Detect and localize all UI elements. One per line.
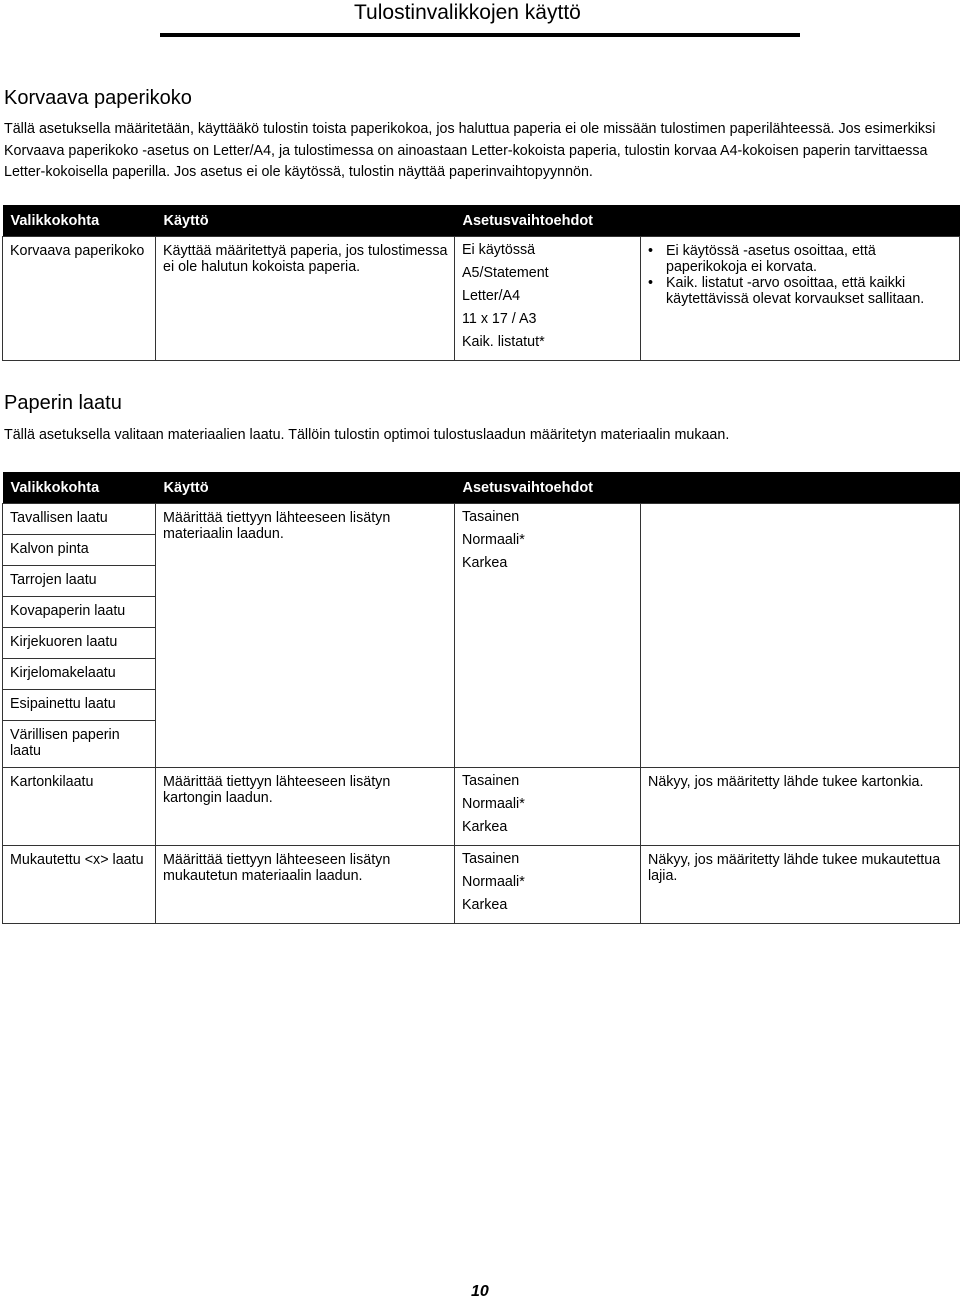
section-intro-substitute-size: Tällä asetuksella määritetään, käyttääkö tulostin toista paperikokoa, jos haluttua paperia ei ole missään tulostimen paperilähteessä. Jos esimerkiksi Korvaava paperikoko -asetus on Letter/A4, ja tulostimessa on ainoastaan Letter-kokoista paperia, tulostin korvaa A4-kokoisen paperin tarvittaessa Letter-kokoisella paperilla. Jos asetus ei ole käytössä, tulostin näyttää paperinvaihtopyynnön. (4, 121, 936, 180)
usage-cell: Määrittää tiettyyn lähteeseen lisätyn mukautetun materiaalin laadun. (156, 846, 455, 924)
menu-item-cell: Värillisen paperin laatu (3, 721, 156, 768)
header-rule (160, 33, 800, 37)
section-heading-paper-texture: Paperin laatu (4, 392, 122, 414)
notes-list (648, 243, 953, 307)
substitute-size-table (2, 205, 960, 361)
column-header-item: Valikkokohta (3, 205, 156, 237)
option-value: A5/Statement (462, 265, 549, 281)
option-value: Normaali* (462, 796, 525, 812)
option-value: Karkea (462, 897, 508, 913)
table-row (3, 768, 960, 846)
option-value: Kaik. listatut* (462, 334, 545, 350)
section-heading-substitute-size: Korvaava paperikoko (4, 87, 192, 109)
options-cell (455, 237, 641, 361)
menu-item-cell: Esipainettu laatu (3, 690, 156, 721)
option-value: Tasainen (462, 851, 520, 867)
usage-cell: Määrittää tiettyyn lähteeseen lisätyn materiaalin laadun. (156, 504, 455, 768)
table-header-row (3, 205, 960, 237)
notes-cell: Näkyy, jos määritetty lähde tukee mukautettua lajia. (641, 846, 960, 924)
menu-item-cell: Tarrojen laatu (3, 566, 156, 597)
notes-cell (641, 237, 960, 361)
option-value: Tasainen (462, 773, 520, 789)
usage-cell: Määrittää tiettyyn lähteeseen lisätyn kartongin laadun. (156, 768, 455, 846)
menu-item-cell: Tavallisen laatu (3, 504, 156, 535)
option-value: Normaali* (462, 532, 525, 548)
option-value: 11 x 17 / A3 (462, 311, 537, 327)
page-number: 10 (471, 1283, 489, 1300)
menu-item-cell: Kalvon pinta (3, 535, 156, 566)
table-row (3, 846, 960, 924)
option-value: Normaali* (462, 874, 525, 890)
menu-item-cell: Kirjekuoren laatu (3, 628, 156, 659)
menu-item-cell: Kovapaperin laatu (3, 597, 156, 628)
notes-cell (641, 504, 960, 768)
option-value: Karkea (462, 819, 508, 835)
option-value: Ei käytössä (462, 242, 536, 258)
column-header-usage: Käyttö (156, 472, 455, 504)
notes-cell: Näkyy, jos määritetty lähde tukee kartonkia. (641, 768, 960, 846)
options-cell (455, 768, 641, 846)
option-value: Karkea (462, 555, 508, 571)
column-header-item: Valikkokohta (3, 472, 156, 504)
note-item: • Kaik. listatut -arvo osoittaa, että kaikki käytettävissä olevat korvaukset sallitaan. (666, 275, 953, 307)
table-row (3, 504, 960, 535)
table-header-row (3, 472, 960, 504)
note-item: • Ei käytössä -asetus osoittaa, että paperikokoja ei korvata. (666, 243, 953, 275)
column-header-options: Asetusvaihtoehdot (455, 472, 960, 504)
section-intro-paper-texture: Tällä asetuksella valitaan materiaalien laatu. Tällöin tulostin optimoi tulostuslaadun määritetyn materiaalin mukaan. (4, 427, 730, 443)
usage-cell: Käyttää määritettyä paperia, jos tulostimessa ei ole halutun kokoista paperia. (156, 237, 455, 361)
column-header-usage: Käyttö (156, 205, 455, 237)
menu-item-cell: Kirjelomakelaatu (3, 659, 156, 690)
option-value: Letter/A4 (462, 288, 521, 304)
menu-item-cell: Kartonkilaatu (3, 768, 156, 846)
menu-item-cell: Mukautettu <x> laatu (3, 846, 156, 924)
options-cell (455, 504, 641, 768)
option-value: Tasainen (462, 509, 520, 525)
page-header-title: Tulostinvalikkojen käyttö (354, 1, 581, 24)
column-header-options: Asetusvaihtoehdot (455, 205, 960, 237)
options-cell (455, 846, 641, 924)
table-row (3, 237, 960, 361)
paper-texture-table (2, 472, 960, 924)
menu-item-cell: Korvaava paperikoko (3, 237, 156, 361)
